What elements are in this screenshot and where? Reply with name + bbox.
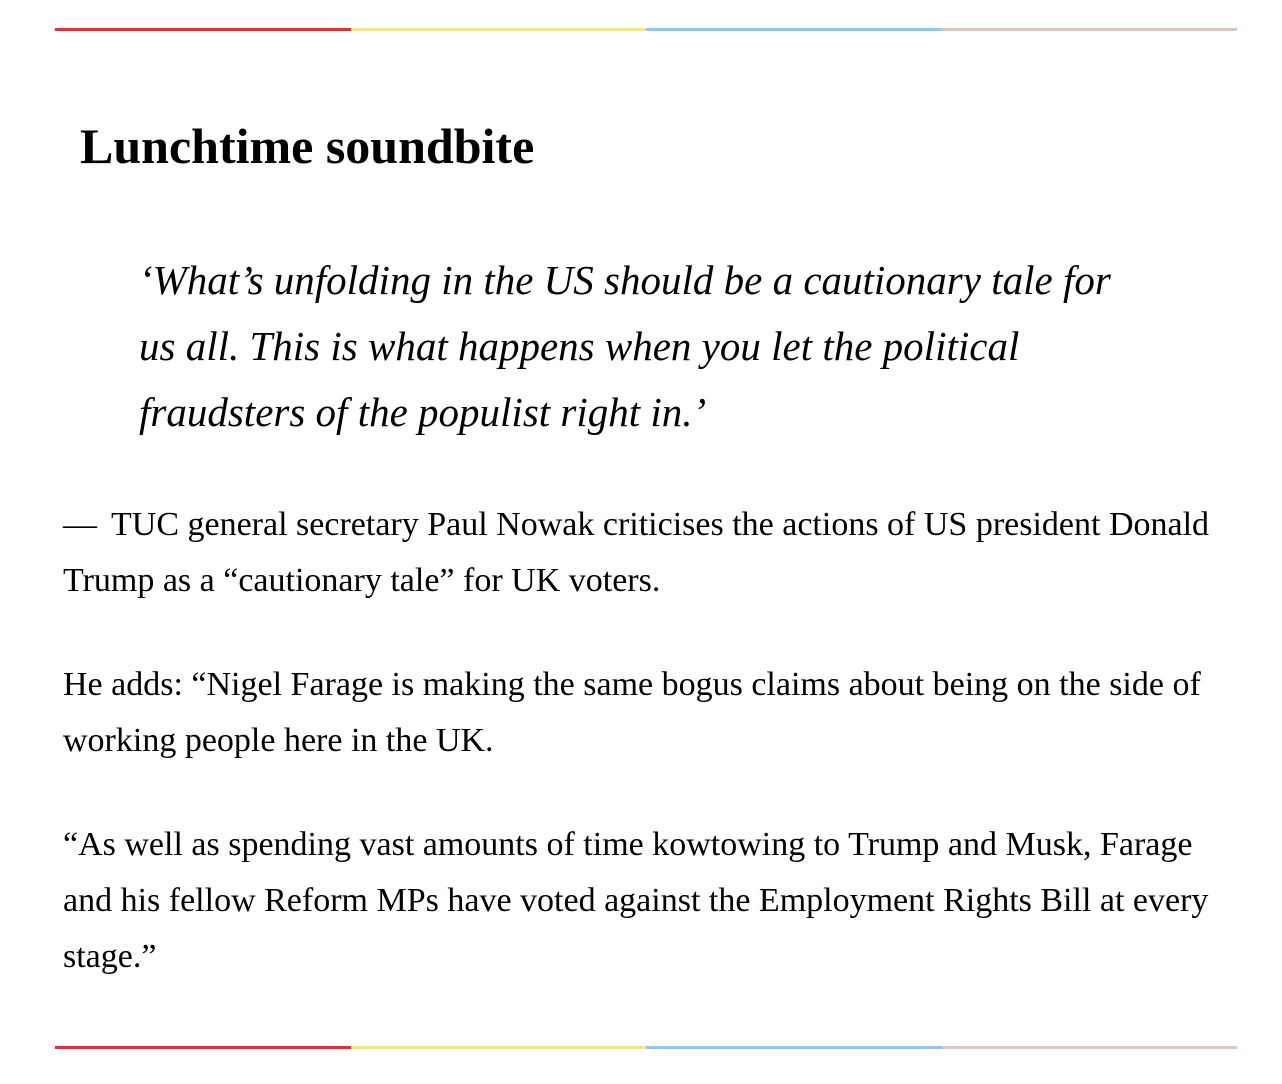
attribution [63, 497, 1223, 609]
divider-segment-blue [646, 28, 942, 31]
page-title: Lunchtime soundbite [80, 118, 535, 174]
divider-segment-rose [942, 1046, 1238, 1049]
top-divider [55, 28, 1237, 31]
bottom-divider [55, 1046, 1237, 1049]
divider-segment-red [55, 28, 351, 31]
divider-segment-red [55, 1046, 351, 1049]
paragraph: “As well as spending vast amounts of time kowtowing to Trump and Musk, Farage and his fellow Reform MPs have voted against the Employment Rights Bill at every stage.” [63, 826, 1209, 975]
attribution-text: TUC general secretary Paul Nowak criticises the actions of US president Donald Trump as a “cautionary tale” for UK voters. [63, 506, 1210, 599]
divider-segment-blue [646, 1046, 942, 1049]
divider-segment-yellow [351, 1046, 647, 1049]
paragraph: He adds: “Nigel Farage is making the same bogus claims about being on the side of working people here in the UK. [63, 666, 1201, 759]
divider-segment-yellow [351, 28, 647, 31]
pull-quote: ‘What’s unfolding in the US should be a cautionary tale for us all. This is what happens when you let the political fraudsters of the populist right in.’ [139, 257, 1111, 435]
divider-segment-rose [942, 28, 1238, 31]
attribution-dash: — [63, 506, 97, 543]
